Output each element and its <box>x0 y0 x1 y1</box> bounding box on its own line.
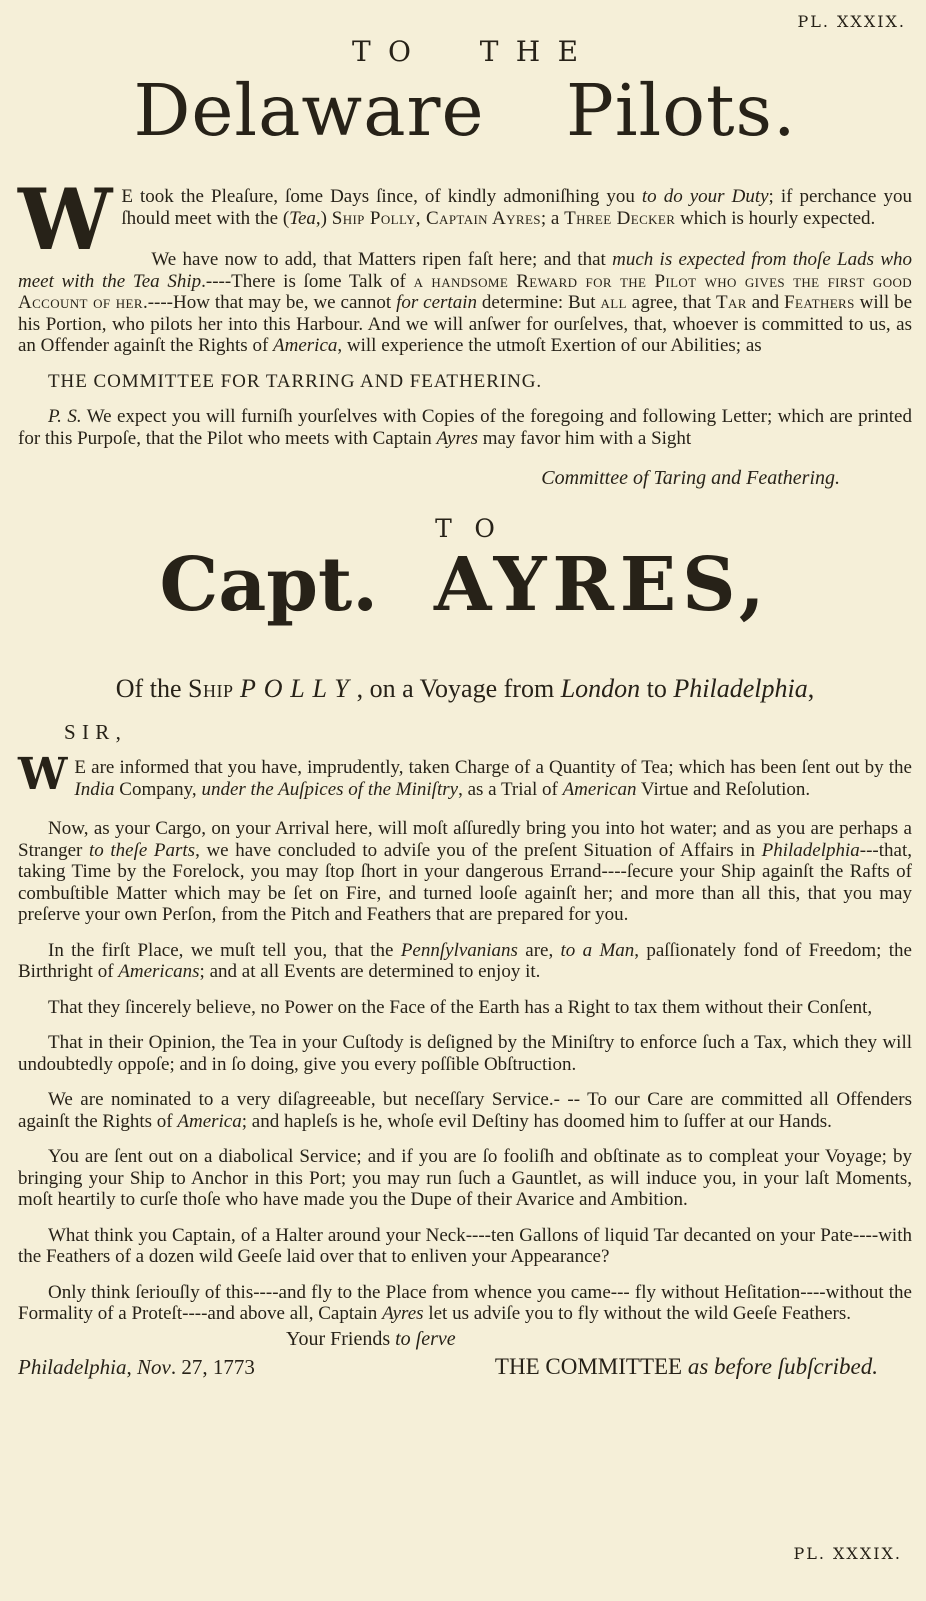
letter2-kicker: TO <box>435 514 518 544</box>
text-segment: Ship <box>187 674 234 704</box>
letter2-title <box>18 542 912 629</box>
text-segment: , as a Trial of <box>458 778 563 800</box>
text-segment: agree, that <box>626 292 716 314</box>
text-segment: We expect you will furniſh yourſelves with Copies of the foregoing and following Letter; which are printed for this Purpoſe, that the Pilot who meets with Captain <box>18 406 912 449</box>
plate-number-top: PL. XXXIX. <box>797 12 906 31</box>
text-segment: POLLY <box>240 674 357 704</box>
text-segment: may favor him with a Sight <box>478 427 692 449</box>
text-segment: , we have concluded to adviſe you of the preſent Situation of Affairs in <box>195 839 762 861</box>
text-segment: a handsome Reward for the Pilot who gives the first good Account of her <box>18 270 913 314</box>
text-segment: .----How that may be, we cannot <box>142 292 397 314</box>
letter2-dateline <box>18 1355 255 1380</box>
letter1-postscript <box>18 406 912 449</box>
text-segment: India <box>74 778 115 800</box>
letter1-signature: Committee of Taring and Feathering. <box>541 467 840 490</box>
text-segment: ; a <box>540 207 565 229</box>
text-segment: , paſſionately fond of Freedom; the Birthright of <box>18 939 912 983</box>
text-segment: which is hourly expected. <box>675 207 876 229</box>
text-segment: Philadelphia <box>673 674 808 704</box>
text-segment: are, <box>517 939 561 961</box>
text-segment: THE COMMITTEE <box>494 1353 688 1379</box>
text-segment: to a Man <box>560 939 635 961</box>
letter1-committee-line: THE COMMITTEE FOR TARRING AND FEATHERING. <box>48 370 543 392</box>
text-segment: , <box>807 674 815 704</box>
letter2-committee-signature <box>495 1354 878 1380</box>
text-segment: Of the <box>115 674 188 704</box>
text-segment: to ſerve <box>395 1327 456 1350</box>
text-segment: You are ſent out on a diabolical Service; and if you are ſo fooliſh and obſtinate as to compleat your Voyage; by bringing your Ship to Anchor in this Port; you may run ſuch a Gauntlet, as will induce you, in your laſt Moments, moſt heartily to curſe thoſe who have made you the Dupe of their Avarice and Ambition. <box>18 1146 912 1211</box>
letter2-paragraph-9 <box>18 1282 912 1325</box>
text-segment: will be his Portion, who pilots her into this Harbour. And we will anſwer for ourſelves, that, whoever is committed to us, as an Offender againſt the Rights of <box>18 292 913 357</box>
letter2-subtitle <box>18 674 912 704</box>
text-segment: Your Friends <box>286 1327 396 1350</box>
letter-to-capt-ayres <box>18 514 912 1380</box>
text-segment: , on a Voyage from <box>356 674 561 704</box>
letter2-title-ayres: AYRES, <box>433 542 771 629</box>
text-segment: much is expected from thoſe Lads who meet with the Tea Ship <box>18 249 912 292</box>
letter2-title-capt: Capt. <box>159 542 378 629</box>
text-segment: .----There is ſome Talk of <box>201 270 414 292</box>
text-segment: E are informed that you have, imprudently, taken Charge of a Quantity of Tea; which has been ſent out by the <box>74 757 912 779</box>
letter2-paragraph-6 <box>18 1089 912 1132</box>
text-segment: Virtue and Reſolution. <box>636 778 811 800</box>
letter2-paragraph-4 <box>18 997 912 1019</box>
text-segment: , <box>126 1354 137 1379</box>
letter2-closing-friends <box>286 1328 912 1351</box>
text-segment: Philadelphia <box>761 839 860 861</box>
text-segment: Only think ſeriouſly of this----and fly to the Place from whence you came--- fly without Heſitation----without the Formality of a Proteſt----and above all, Captain <box>18 1281 912 1325</box>
text-segment: Philadelphia <box>18 1354 127 1379</box>
letter2-closing-row <box>18 1354 912 1380</box>
text-segment: to do your Duty <box>641 186 769 208</box>
text-segment: Tea <box>289 207 316 229</box>
text-segment: London <box>560 674 641 704</box>
text-segment: America <box>177 1110 242 1132</box>
letter2-paragraph-2 <box>18 818 912 926</box>
text-segment: for certain <box>396 292 477 314</box>
text-segment: That they ſincerely believe, no Power on the Face of the Earth has a Right to tax them without their Conſent, <box>48 996 873 1018</box>
text-segment: What think you Captain, of a Halter around your Neck----ten Gallons of liquid Tar decanted on your Pate----with the Feathers of a dozen wild Geeſe laid over that to enliven your Appearance? <box>18 1224 912 1268</box>
text-segment: all <box>600 292 627 314</box>
text-segment: That in their Opinion, the Tea in your Cuſtody is deſigned by the Miniſtry to enforce ſuch a Tax, which they will undoubtedly oppoſe; and in ſo doing, give you every poſſible Obſtruction. <box>18 1032 912 1075</box>
text-segment: Pennſylvanians <box>400 939 518 961</box>
text-segment: to <box>640 674 674 704</box>
text-segment: Three Decker <box>564 207 676 229</box>
text-segment: Feathers <box>784 292 855 314</box>
letter2-paragraph-7 <box>18 1146 912 1211</box>
text-segment: Now, as your Cargo, on your Arrival here, will moſt aſſuredly bring you into hot water; and as you are perhaps a Stranger <box>18 818 912 861</box>
text-segment: and <box>746 292 785 314</box>
text-segment: Americans <box>118 961 200 983</box>
letter1-kicker: TO THE <box>351 35 596 68</box>
text-segment: Company, <box>114 778 202 800</box>
text-segment: ---that, taking Time by the Forelock, you may ſtop ſhort in your dangerous Errand----ſecure your Ship againſt the Rafts of combuſtible Matter which may be ſet on Fire, and turned looſe againſt her; and more than all this, that you may preſerve your own Perſon, from the Pitch and Feathers that are prepared for you. <box>18 839 912 926</box>
letter1-dropcap: W <box>18 170 113 270</box>
letter2-paragraph-1-text <box>74 757 912 800</box>
text-segment: ; and hapleſs is he, whoſe evil Deſtiny has doomed him to ſuffer at our Hands. <box>241 1110 832 1132</box>
text-segment: America <box>273 335 338 357</box>
text-segment: to theſe Parts <box>88 839 196 861</box>
text-segment: E took the Pleaſure, ſome Days ſince, of kindly admoniſhing you <box>121 186 642 208</box>
text-segment: Ayres <box>382 1303 424 1325</box>
text-segment: ,) <box>315 207 332 229</box>
letter2-paragraph-1 <box>18 749 912 801</box>
letter-to-delaware-pilots <box>18 35 912 490</box>
letter1-title: Delaware Pilots. <box>133 69 797 152</box>
letter2-paragraph-3 <box>18 940 912 983</box>
text-segment: ; and at all Events are determined to enjoy it. <box>199 961 541 983</box>
text-segment: Ayres <box>436 427 478 449</box>
text-segment: We are nominated to a very diſagreeable, but neceſſary Service.- -- To our Care are committed all Offenders againſt the Rights of <box>18 1089 912 1132</box>
text-segment: In the firſt Place, we muſt tell you, that the <box>48 939 401 961</box>
text-segment: Tar <box>715 292 747 314</box>
letter1-paragraph-1-text <box>121 186 912 229</box>
text-segment: determine: But <box>477 292 601 314</box>
letter2-salutation: SIR, <box>64 720 128 745</box>
text-segment: Ship Polly, Captain Ayres <box>331 207 541 229</box>
text-segment: , will experience the utmoſt Exertion of our Abilities; as <box>337 335 762 357</box>
text-segment: . 27, 1773 <box>170 1354 255 1379</box>
letter1-paragraph-2 <box>18 249 912 357</box>
text-segment: as before ſubſcribed. <box>687 1353 878 1379</box>
plate-number-bottom: PL. XXXIX. <box>793 1544 902 1563</box>
letter2-paragraph-8 <box>18 1225 912 1268</box>
text-segment: under the Auſpices of the Miniſtry <box>201 778 459 800</box>
text-segment: let us adviſe you to fly without the wild Geeſe Feathers. <box>423 1303 851 1325</box>
text-segment: American <box>562 778 637 800</box>
text-segment: We have now to add, that Matters ripen faſt here; and that <box>151 249 613 271</box>
text-segment: P. S. <box>48 406 82 428</box>
letter2-dropcap: W <box>18 749 68 801</box>
text-segment: Nov <box>137 1354 171 1379</box>
text-segment: ; if perchance you ſhould meet with the ( <box>121 186 912 229</box>
letter2-paragraph-5 <box>18 1032 912 1075</box>
